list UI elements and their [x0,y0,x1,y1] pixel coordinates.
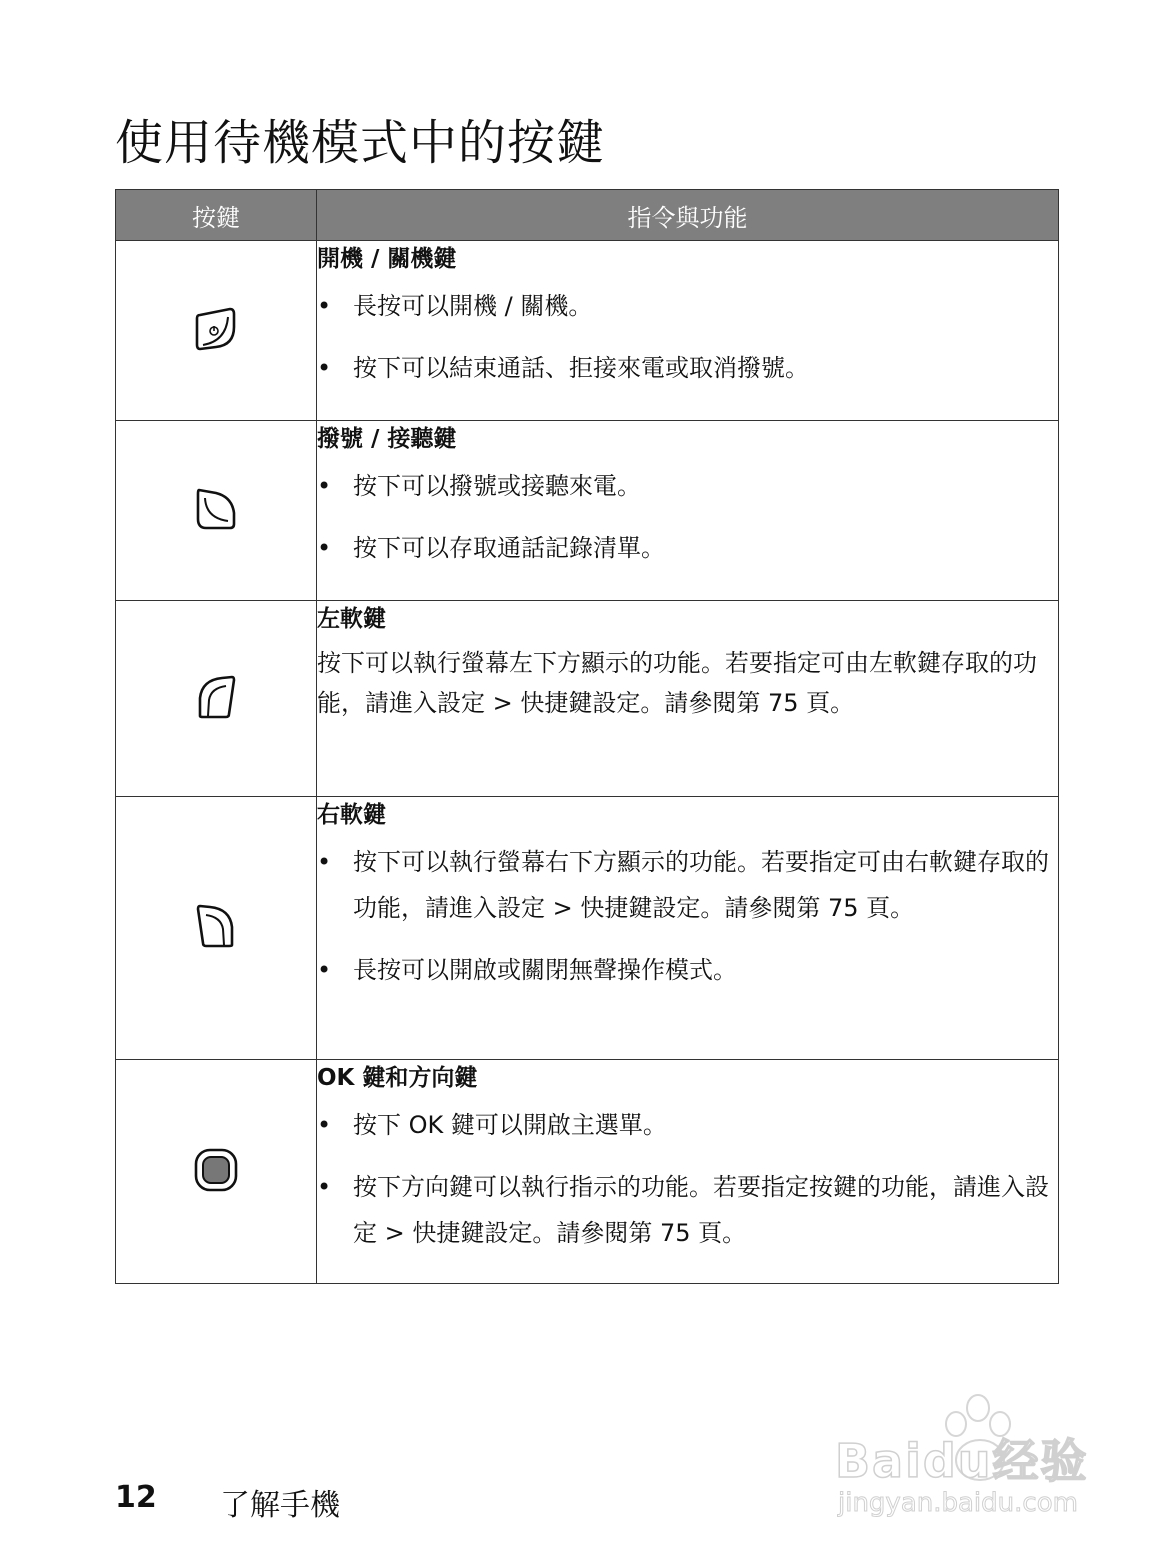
function-cell [317,1060,1059,1284]
list-item: • 按下可以存取通話記錄清單。 [317,525,1058,571]
bullet-list [317,463,1058,571]
row-title: 撥號 / 接聽鍵 [317,426,457,452]
watermark-brand: Baidu经验 [835,1434,1089,1488]
list-item: • 按下可以撥號或接聽來電。 [317,463,1058,509]
table-row [116,421,1059,601]
key-cell [116,241,317,421]
ok-navigation-key-icon [194,1148,238,1192]
function-cell [317,421,1059,601]
key-cell [116,601,317,797]
function-cell [317,601,1059,797]
function-cell [317,797,1059,1060]
header-key: 按鍵 [116,190,317,241]
row-title: OK 鍵和方向鍵 [317,1065,478,1091]
bullet-list [317,839,1058,993]
row-title: 開機 / 關機鍵 [317,246,457,272]
list-item: • 長按可以開啟或關閉無聲操作模式。 [317,947,1058,993]
section-name: 了解手機 [220,1488,340,1523]
call-answer-key-icon [194,487,238,531]
key-cell [116,1060,317,1284]
row-title: 左軟鍵 [317,606,386,632]
header-function: 指令與功能 [317,190,1059,241]
list-item: • 長按可以開機 / 關機。 [317,283,1058,329]
power-end-key-icon [194,305,238,353]
list-item: • 按下方向鍵可以執行指示的功能。若要指定按鍵的功能，請進入設定 > 快捷鍵設定。請參閱第 75 頁。 [317,1164,1058,1256]
table-header-row [116,190,1059,241]
table-row [116,241,1059,421]
list-item: • 按下可以執行螢幕右下方顯示的功能。若要指定可由右軟鍵存取的功能，請進入設定 > 快捷鍵設定。請參閱第 75 頁。 [317,839,1058,931]
table-row [116,797,1059,1060]
table-row [116,1060,1059,1284]
bullet-list [317,283,1058,391]
right-soft-key-icon [196,903,236,949]
bullet-list [317,1102,1058,1256]
key-cell [116,797,317,1060]
key-function-table [115,189,1059,1284]
left-soft-key-icon [196,674,236,720]
table-row [116,601,1059,797]
function-cell [317,241,1059,421]
list-item: • 按下 OK 鍵可以開啟主選單。 [317,1102,1058,1148]
watermark-url: jingyan.baidu.com [838,1488,1078,1518]
key-cell [116,421,317,601]
row-text: 按下可以執行螢幕左下方顯示的功能。若要指定可由左軟鍵存取的功能，請進入設定 > 快捷鍵設定。請參閱第 75 頁。 [317,649,1037,717]
page-number: 12 [115,1480,157,1515]
row-title: 右軟鍵 [317,802,386,828]
list-item: • 按下可以結束通話、拒接來電或取消撥號。 [317,345,1058,391]
page-title: 使用待機模式中的按鍵 [115,115,606,171]
